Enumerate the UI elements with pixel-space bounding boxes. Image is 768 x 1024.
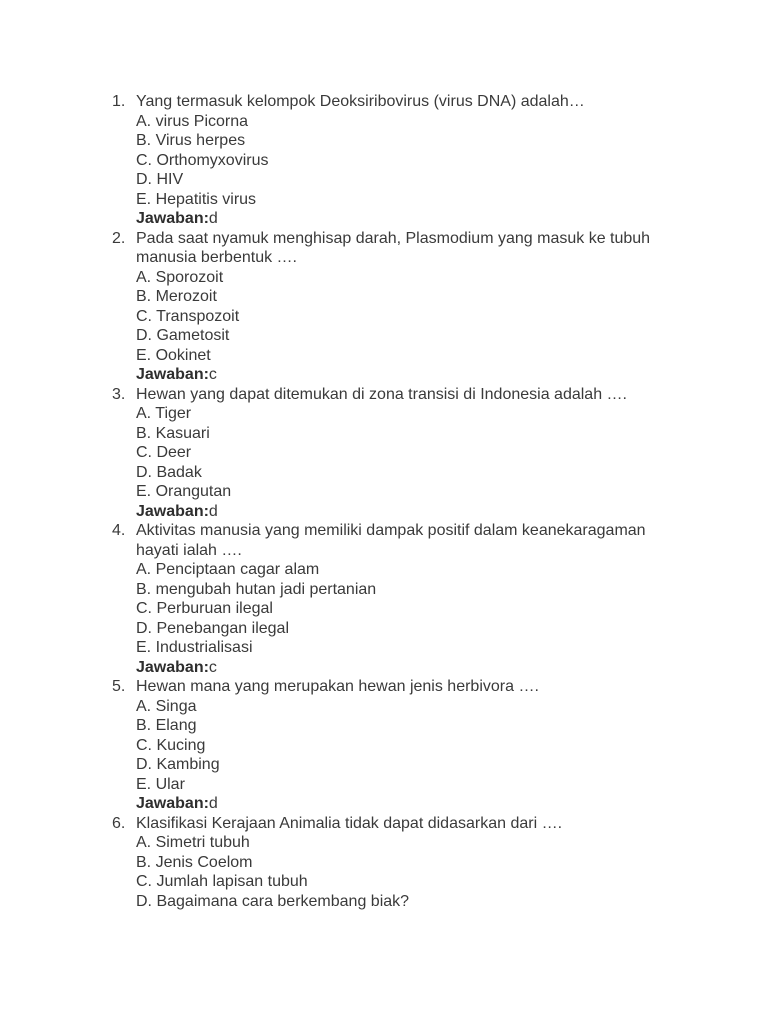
question-5 [0, 677, 768, 814]
option-c: C. Jumlah lapisan tubuh [136, 873, 308, 890]
answer-line [136, 209, 668, 229]
option-e: E. Ookinet [136, 346, 211, 364]
question-text: Hewan mana yang merupakan hewan jenis herbivora …. [136, 678, 539, 695]
answer-value: c [208, 366, 217, 383]
option-a: A. Penciptaan cagar alam [136, 561, 320, 578]
question-number: 5. [112, 678, 126, 695]
option-a: A. virus Picorna [136, 112, 249, 130]
option-c: C. Orthomyxovirus [136, 151, 269, 169]
option-a: A. Tiger [136, 405, 192, 422]
question-number: 4. [112, 522, 126, 539]
answer-label: Jawaban: [136, 210, 209, 227]
answer-label: Jawaban: [136, 658, 209, 676]
question-1 [0, 92, 768, 229]
answer-line [136, 794, 668, 814]
option-e: E. Ular [136, 775, 185, 793]
question-number: 1. [112, 93, 126, 110]
option-a: A. Singa [136, 697, 197, 715]
document-page [0, 92, 768, 911]
answer-value: c [208, 658, 217, 676]
answer-line [136, 502, 668, 522]
option-b: B. mengubah hutan jadi pertanian [136, 580, 377, 598]
option-b: B. Merozoit [136, 288, 217, 305]
question-3 [0, 385, 768, 522]
option-c: C. Deer [136, 444, 192, 461]
option-b: B. Jenis Coelom [136, 853, 253, 871]
question-number: 6. [112, 814, 126, 832]
answer-line [136, 365, 668, 385]
question-2 [0, 229, 768, 385]
question-text: Pada saat nyamuk menghisap darah, Plasmodium yang masuk ke tubuh manusia berbentuk …. [136, 229, 651, 266]
question-text: Klasifikasi Kerajaan Animalia tidak dapat didasarkan dari …. [136, 814, 563, 832]
answer-value: d [208, 502, 218, 520]
option-e: E. Orangutan [136, 483, 232, 500]
option-d: D. Gametosit [136, 327, 230, 344]
question-4 [0, 521, 768, 677]
question-text: Yang termasuk kelompok Deoksiribovirus (virus DNA) adalah… [136, 93, 585, 110]
option-d: D. Badak [136, 463, 202, 481]
option-d: D. Bagaimana cara berkembang biak? [136, 892, 410, 910]
option-d: D. HIV [136, 171, 184, 188]
question-text: Hewan yang dapat ditemukan di zona transisi di Indonesia adalah …. [136, 385, 627, 403]
answer-label: Jawaban: [136, 366, 209, 383]
option-b: B. Virus herpes [136, 132, 246, 149]
question-number: 2. [112, 229, 126, 247]
option-e: E. Hepatitis virus [136, 190, 257, 208]
option-e: E. Industrialisasi [136, 639, 253, 656]
question-text: Aktivitas manusia yang memiliki dampak positif dalam keanekaragaman hayati ialah …. [136, 522, 646, 559]
option-b: B. Elang [136, 717, 197, 734]
option-d: D. Kambing [136, 756, 220, 773]
answer-value: d [208, 795, 218, 812]
question-6 [0, 814, 768, 912]
answer-label: Jawaban: [136, 795, 209, 812]
option-b: B. Kasuari [136, 424, 210, 442]
option-c: C. Perburuan ilegal [136, 600, 273, 617]
question-number: 3. [112, 385, 126, 403]
option-a: A. Sporozoit [136, 268, 224, 286]
option-a: A. Simetri tubuh [136, 834, 250, 851]
option-c: C. Transpozoit [136, 307, 240, 325]
answer-label: Jawaban: [136, 502, 209, 520]
answer-value: d [208, 210, 218, 227]
option-c: C. Kucing [136, 736, 206, 754]
answer-line [136, 658, 668, 678]
option-d: D. Penebangan ilegal [136, 619, 290, 637]
